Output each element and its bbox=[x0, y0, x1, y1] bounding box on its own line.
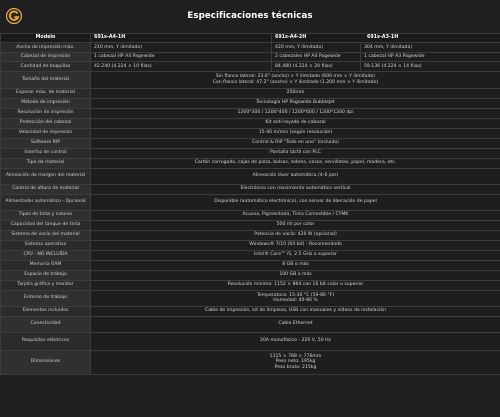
row-label: Espacio de trabajo bbox=[1, 270, 91, 280]
table-row bbox=[1, 71, 500, 88]
row-label: Alimentador automático - Opcional bbox=[1, 194, 91, 210]
row-label: Requisitos eléctricos bbox=[1, 332, 91, 350]
column-header-a4-2h-a3-1h bbox=[272, 34, 500, 43]
table-row bbox=[1, 306, 500, 316]
cell-value-merged: Control & RIP "Todo en uno" (incluido) bbox=[91, 138, 500, 148]
header bbox=[0, 0, 500, 32]
table-row bbox=[1, 230, 500, 240]
table-row bbox=[1, 52, 500, 62]
cell-value-merged bbox=[91, 350, 500, 374]
cell-line: Con flanco lateral: 47.2" (ancho) × Y ilimitado (1.200 mm × Y ilimitado) bbox=[212, 79, 379, 85]
cell-value-merged: 1200*300 / 1200*400 / 1200*600 / 1200*1200 dpi bbox=[91, 108, 500, 118]
cell-value-merged: Disponible (automático electrónico), con sensor de liberación de papel bbox=[91, 194, 500, 210]
table-row bbox=[1, 350, 500, 374]
cell-line: Humedad: 40-80 % bbox=[273, 298, 318, 303]
cell-value-merged: Resolución mínima: 1152 × 864 con 16 bit color o superior bbox=[91, 280, 500, 290]
cell-value: 59.136 (4.224 × 14 filas) bbox=[361, 62, 500, 72]
cell-value-merged: Intel® Core™ i5, 2.5 GHz o superior bbox=[91, 250, 500, 260]
row-label: Tipo de material bbox=[1, 158, 91, 168]
table-row bbox=[1, 168, 500, 184]
cell-value-merged: Potencia de vacío: 420 W (opcional) bbox=[91, 230, 500, 240]
cell-value-merged: Alineación láser automática (4-6 pzs) bbox=[91, 168, 500, 184]
cell-value: 1 cabezal HP A4 Pagewide bbox=[91, 52, 272, 62]
cell-value: 210 mm, Y ilimitado) bbox=[91, 43, 272, 53]
table-row bbox=[1, 98, 500, 108]
spec-table bbox=[0, 33, 500, 375]
row-label: Espesor máx. de material bbox=[1, 88, 91, 98]
cell-value: 420 mm, Y ilimitado) bbox=[272, 43, 361, 53]
table-row bbox=[1, 128, 500, 138]
cell-value-merged: Kit anti-rayado de cabezal bbox=[91, 118, 500, 128]
table-row bbox=[1, 108, 500, 118]
cell-value-merged: Cable de impresión, kit de limpieza, USB con manuales y videos de instalación bbox=[91, 306, 500, 316]
row-label: Tipos de tinta y colores bbox=[1, 210, 91, 220]
cell-value-merged: Electrónico con movimiento automático vertical bbox=[91, 184, 500, 194]
cell-line: Peso neto: 195kg bbox=[275, 359, 316, 365]
table-row bbox=[1, 210, 500, 220]
table-row bbox=[1, 280, 500, 290]
row-label: Ancho de impresión máx. bbox=[1, 43, 91, 53]
table-row bbox=[1, 250, 500, 260]
table-row bbox=[1, 290, 500, 306]
cell-value: 84.480 (4.224 × 20 filas) bbox=[272, 62, 361, 72]
cell-value-merged: Cable Ethernet bbox=[91, 316, 500, 332]
column-header-a4-2h: 691s-A4-2H bbox=[275, 35, 307, 41]
row-label: Control de altura de material bbox=[1, 184, 91, 194]
row-label: Software RIP bbox=[1, 138, 91, 148]
cell-value-merged: Cartón corrugado, cajas de pizza, bolsas, sobres, vasos, servilletas, papel, madera, etc. bbox=[91, 158, 500, 168]
row-label: Cabezal de impresión bbox=[1, 52, 91, 62]
column-header-a3-1h: 691s-A3-1H bbox=[367, 35, 399, 41]
cell-value-merged: 500 ml por color bbox=[91, 220, 500, 230]
row-label: Dimensiones bbox=[1, 350, 91, 374]
row-label: Conectividad bbox=[1, 316, 91, 332]
cell-value-merged: 100 GB o más bbox=[91, 270, 500, 280]
table-row bbox=[1, 184, 500, 194]
cell-value-merged: Acuosa, Pigmentada, Tinta Comestible / CYMK bbox=[91, 210, 500, 220]
row-label: Alineación de margen del material bbox=[1, 168, 91, 184]
row-label: Memoria RAM bbox=[1, 260, 91, 270]
row-label: Cantidad de boquillas bbox=[1, 62, 91, 72]
table-row bbox=[1, 118, 500, 128]
row-label: Capacidad del tanque de tinta bbox=[1, 220, 91, 230]
table-header-row bbox=[1, 34, 500, 43]
table-row bbox=[1, 158, 500, 168]
table-row bbox=[1, 332, 500, 350]
cell-value-merged: 20A monofásico - 220 V, 50 Hz bbox=[91, 332, 500, 350]
row-label: CPU - NO INCLUÍDA bbox=[1, 250, 91, 260]
row-label: Resolución de impresión bbox=[1, 108, 91, 118]
table-row bbox=[1, 240, 500, 250]
table-row bbox=[1, 43, 500, 53]
cell-value: 1 cabezal HP A3 Pagewide bbox=[361, 52, 500, 62]
cell-value-merged: 15-40 m/min (según resolución) bbox=[91, 128, 500, 138]
row-label: Protección del cabezal bbox=[1, 118, 91, 128]
row-label: Tarjeta gráfica y monitor bbox=[1, 280, 91, 290]
row-label: Elementos incluidos bbox=[1, 306, 91, 316]
cell-value-merged: 8 GB o más bbox=[91, 260, 500, 270]
row-label: Sistema de vacío del material bbox=[1, 230, 91, 240]
cell-line: Temperatura: 15-30 °C (59-86 °F) bbox=[256, 292, 335, 298]
cell-value: 42.240 (4.224 × 10 filas) bbox=[91, 62, 272, 72]
cell-value-merged bbox=[91, 71, 500, 88]
table-row bbox=[1, 148, 500, 158]
row-label: Tamaño del material bbox=[1, 71, 91, 88]
cell-value: 2 cabezales HP A4 Pagewide bbox=[272, 52, 361, 62]
table-row bbox=[1, 270, 500, 280]
row-label: Interfaz de control bbox=[1, 148, 91, 158]
row-label: Método de impresión bbox=[1, 98, 91, 108]
cell-value-merged: Pantalla táctil con PLC bbox=[91, 148, 500, 158]
table-row bbox=[1, 220, 500, 230]
column-header-model: Modelo bbox=[1, 34, 91, 43]
cell-value-merged: 250mm bbox=[91, 88, 500, 98]
row-label: Velocidad de impresión bbox=[1, 128, 91, 138]
page-title: Especificaciones técnicas bbox=[187, 11, 313, 21]
row-label: Entorno de trabajo bbox=[1, 290, 91, 306]
cell-value-merged: Tecnología HP Pagewide BubbleJet bbox=[91, 98, 500, 108]
table-row bbox=[1, 138, 500, 148]
row-label: Sistema operativo bbox=[1, 240, 91, 250]
table-row bbox=[1, 194, 500, 210]
table-row bbox=[1, 88, 500, 98]
cell-line: 1315 × 788 × 776mm bbox=[269, 354, 322, 360]
table-row bbox=[1, 316, 500, 332]
cell-line: Sin flanco lateral: 23.6" (ancho) × Y ilimitado (600 mm × Y ilimitado) bbox=[215, 74, 376, 80]
cell-line: Peso bruto: 215kg bbox=[274, 364, 317, 370]
cell-value: 304 mm, Y ilimitado) bbox=[361, 43, 500, 53]
column-header-a4-1h: 691s-A4-1H bbox=[91, 34, 272, 43]
table-row bbox=[1, 260, 500, 270]
cell-value-merged: Windows® 7/10 (64 bit) - Recomendado bbox=[91, 240, 500, 250]
cell-value-merged bbox=[91, 290, 500, 306]
table-row bbox=[1, 62, 500, 72]
